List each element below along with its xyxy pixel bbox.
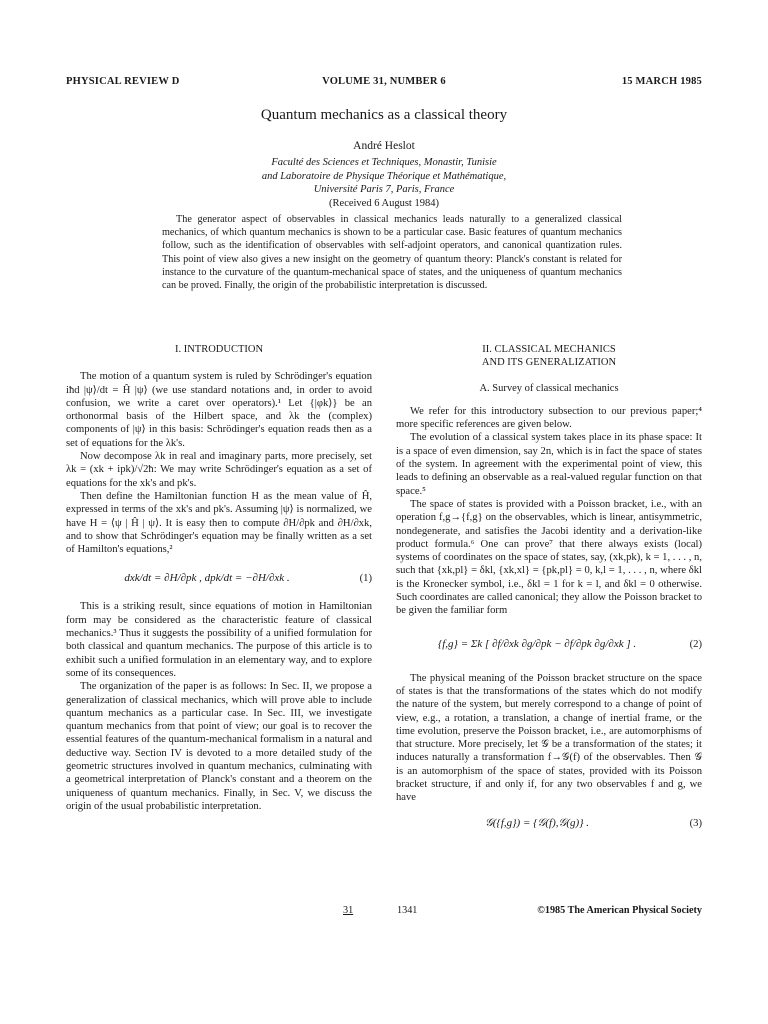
equation-number: (3) — [689, 817, 702, 829]
volume-number: VOLUME 31, NUMBER 6 — [322, 76, 446, 87]
equation-number: (1) — [359, 572, 372, 584]
volume-reference: 31 — [343, 905, 354, 916]
page-footer — [66, 905, 702, 921]
equation-body: {f,g} = Σk [ ∂f/∂xk ∂g/∂pk − ∂f/∂pk ∂g/∂xk ] . — [437, 637, 637, 650]
paragraph: Then define the Hamiltonian function H as the mean value of Ĥ, expressed in terms of the xk's and pk's. Assuming |ψ⟩ is normalized, we have H = ⟨ψ | Ĥ | ψ⟩. It is easy then to compute ∂H/∂pk and ∂H/∂xk, and to show that Schrödinger's equation may be finally written as a set of Hamilton's equations,² — [66, 490, 372, 556]
journal-name: PHYSICAL REVIEW D — [66, 76, 180, 87]
equation-3 — [396, 813, 702, 835]
copyright-notice: ©1985 The American Physical Society — [537, 905, 702, 916]
paragraph: Now decompose λk in real and imaginary parts, more precisely, set λk = (xk + ipk)/√2ħ: We may write Schrödinger's equation as a set of equations for the xk's and pk's. — [66, 451, 372, 489]
author-name: André Heslot — [353, 140, 415, 152]
affiliation-line-2: and Laboratoire de Physique Théorique et Mathématique, — [261, 170, 507, 182]
subsection-heading: A. Survey of classical mechanics — [479, 382, 619, 394]
paragraph: This is a striking result, since equations of motion in Hamiltonian form may be considered as the characteristic feature of classical mechanics.³ Thus it suggests the possibility of a unified formulation for both classical and quantum mechanics. The purpose of this article is to exhibit such a unified formulation in an elementary way, and to explore some of its consequences. — [66, 601, 372, 679]
left-column — [66, 343, 372, 813]
received-date: (Received 6 August 1984) — [329, 197, 439, 209]
affiliation-line-3: Université Paris 7, Paris, France — [313, 184, 455, 195]
paragraph: The space of states is provided with a Poisson bracket, i.e., with an operation f,g→{f,g} on the observables, which is linear, antisymmetric, nondegenerate, and satisfies the Jacobi identity and a derivation-like product formula.⁶ One can prove⁷ that there always exists (local) systems of coordinates on the space of states, say, (xk,pk), k = 1, . . . , n, such that {xk,pl} = δkl, {xk,xl} = {pk,pl} = 0, k,l = 1, . . . , n, where δkl is the Kronecker symbol, i.e., δkl = 1 for k = l, and δkl = 0 otherwise. Such coordinates are called canonical; they allow the Poisson bracket to be given the familiar form — [396, 498, 702, 617]
paragraph: The evolution of a classical system takes place in its phase space: It is a space of even dimension, say 2n, which is in fact the space of states of the system. In agreement with the experimental point of view, this leads to defining an observable as a real-valued regular function on that space.⁵ — [396, 432, 702, 497]
equation-body: dxk/dt = ∂H/∂pk , dpk/dt = −∂H/∂xk . — [124, 571, 290, 584]
affiliation-line-1: Faculté des Sciences et Techniques, Monastir, Tunisie — [271, 157, 497, 168]
page-number: 1341 — [397, 905, 418, 916]
paragraph: The organization of the paper is as follows: In Sec. II, we propose a generalization of classical mechanics, which will prove able to include quantum mechanics as a particular case. In Sec. III, we investigate quantum mechanics from that point of view; our goal is to recover the essential features of the quantum-mechanical formalism in a natural and deductive way. Section IV is devoted to a more detailed study of the geometric structures involved in quantum mechanics, culminating with a geometrical interpretation of Planck's constant and a theorem on the uniqueness of quantum mechanics. Finally, in Sec. V, we discuss the origin of the usual probabilistic interpretation. — [66, 681, 372, 812]
issue-date: 15 MARCH 1985 — [621, 76, 702, 87]
equation-number: (2) — [689, 638, 702, 650]
abstract — [162, 213, 622, 292]
running-header — [66, 76, 702, 90]
abstract-text: The generator aspect of observables in classical mechanics leads naturally to a generalized classical mechanics, of which quantum mechanics is shown to be a particular case. Basic features of quantum mechanics follow, such as the identification of observables with self-adjoint operators, and canonical quantization rules. This point of view also gives a new insight on the geometry of quantum theory: Planck's constant is related for instance to the curvature of the quantum-mechanical space of states, and the uniqueness of quantum mechanics can be proved. Finally, the origin of the probabilistic interpretation is discussed. — [162, 214, 622, 292]
right-column — [396, 343, 702, 840]
equation-body: 𝒢({f,g}) = {𝒢(f),𝒢(g)} . — [484, 816, 590, 829]
equation-2 — [396, 623, 702, 667]
paragraph: The physical meaning of the Poisson bracket structure on the space of states is that the transformations of the states which do not modify the nature of the system, but merely correspond to a change of point of view, e.g., a rotation, a translation, a change of inertial frame, or the time evolution, preserve the Poisson bracket, i.e., are automorphisms of that structure. More precisely, let 𝒢 be a transformation of the states; it induces naturally a transformation f→𝒢(f) of the observables. Then 𝒢 is an automorphism of the space of states, provided with its Poisson bracket structure, if and only if, for any two observables f and g, we have — [396, 672, 702, 804]
paragraph: We refer for this introductory subsection to our previous paper;⁴ more specific references are given below. — [396, 405, 702, 431]
section-heading-line-1: II. CLASSICAL MECHANICS — [482, 344, 616, 355]
section-heading-line-2: AND ITS GENERALIZATION — [481, 357, 617, 369]
paragraph: The motion of a quantum system is ruled by Schrödinger's equation iħd |ψ⟩/dt = Ĥ |ψ⟩ (we use standard notations and, in order to avoid confusion, we write a caret over operators).¹ Let {|φk⟩} be an orthonormal basis of the Hilbert space, and λk the (complex) components of |ψ⟩ in this basis: Schrödinger's equation reads then as a set of equations for the λk's. — [66, 371, 372, 449]
equation-1 — [66, 561, 372, 595]
section-heading-introduction: I. INTRODUCTION — [174, 344, 264, 355]
paper-title: Quantum mechanics as a classical theory — [260, 107, 508, 123]
section-heading-classical-mechanics — [396, 343, 702, 370]
affiliation — [0, 156, 768, 210]
